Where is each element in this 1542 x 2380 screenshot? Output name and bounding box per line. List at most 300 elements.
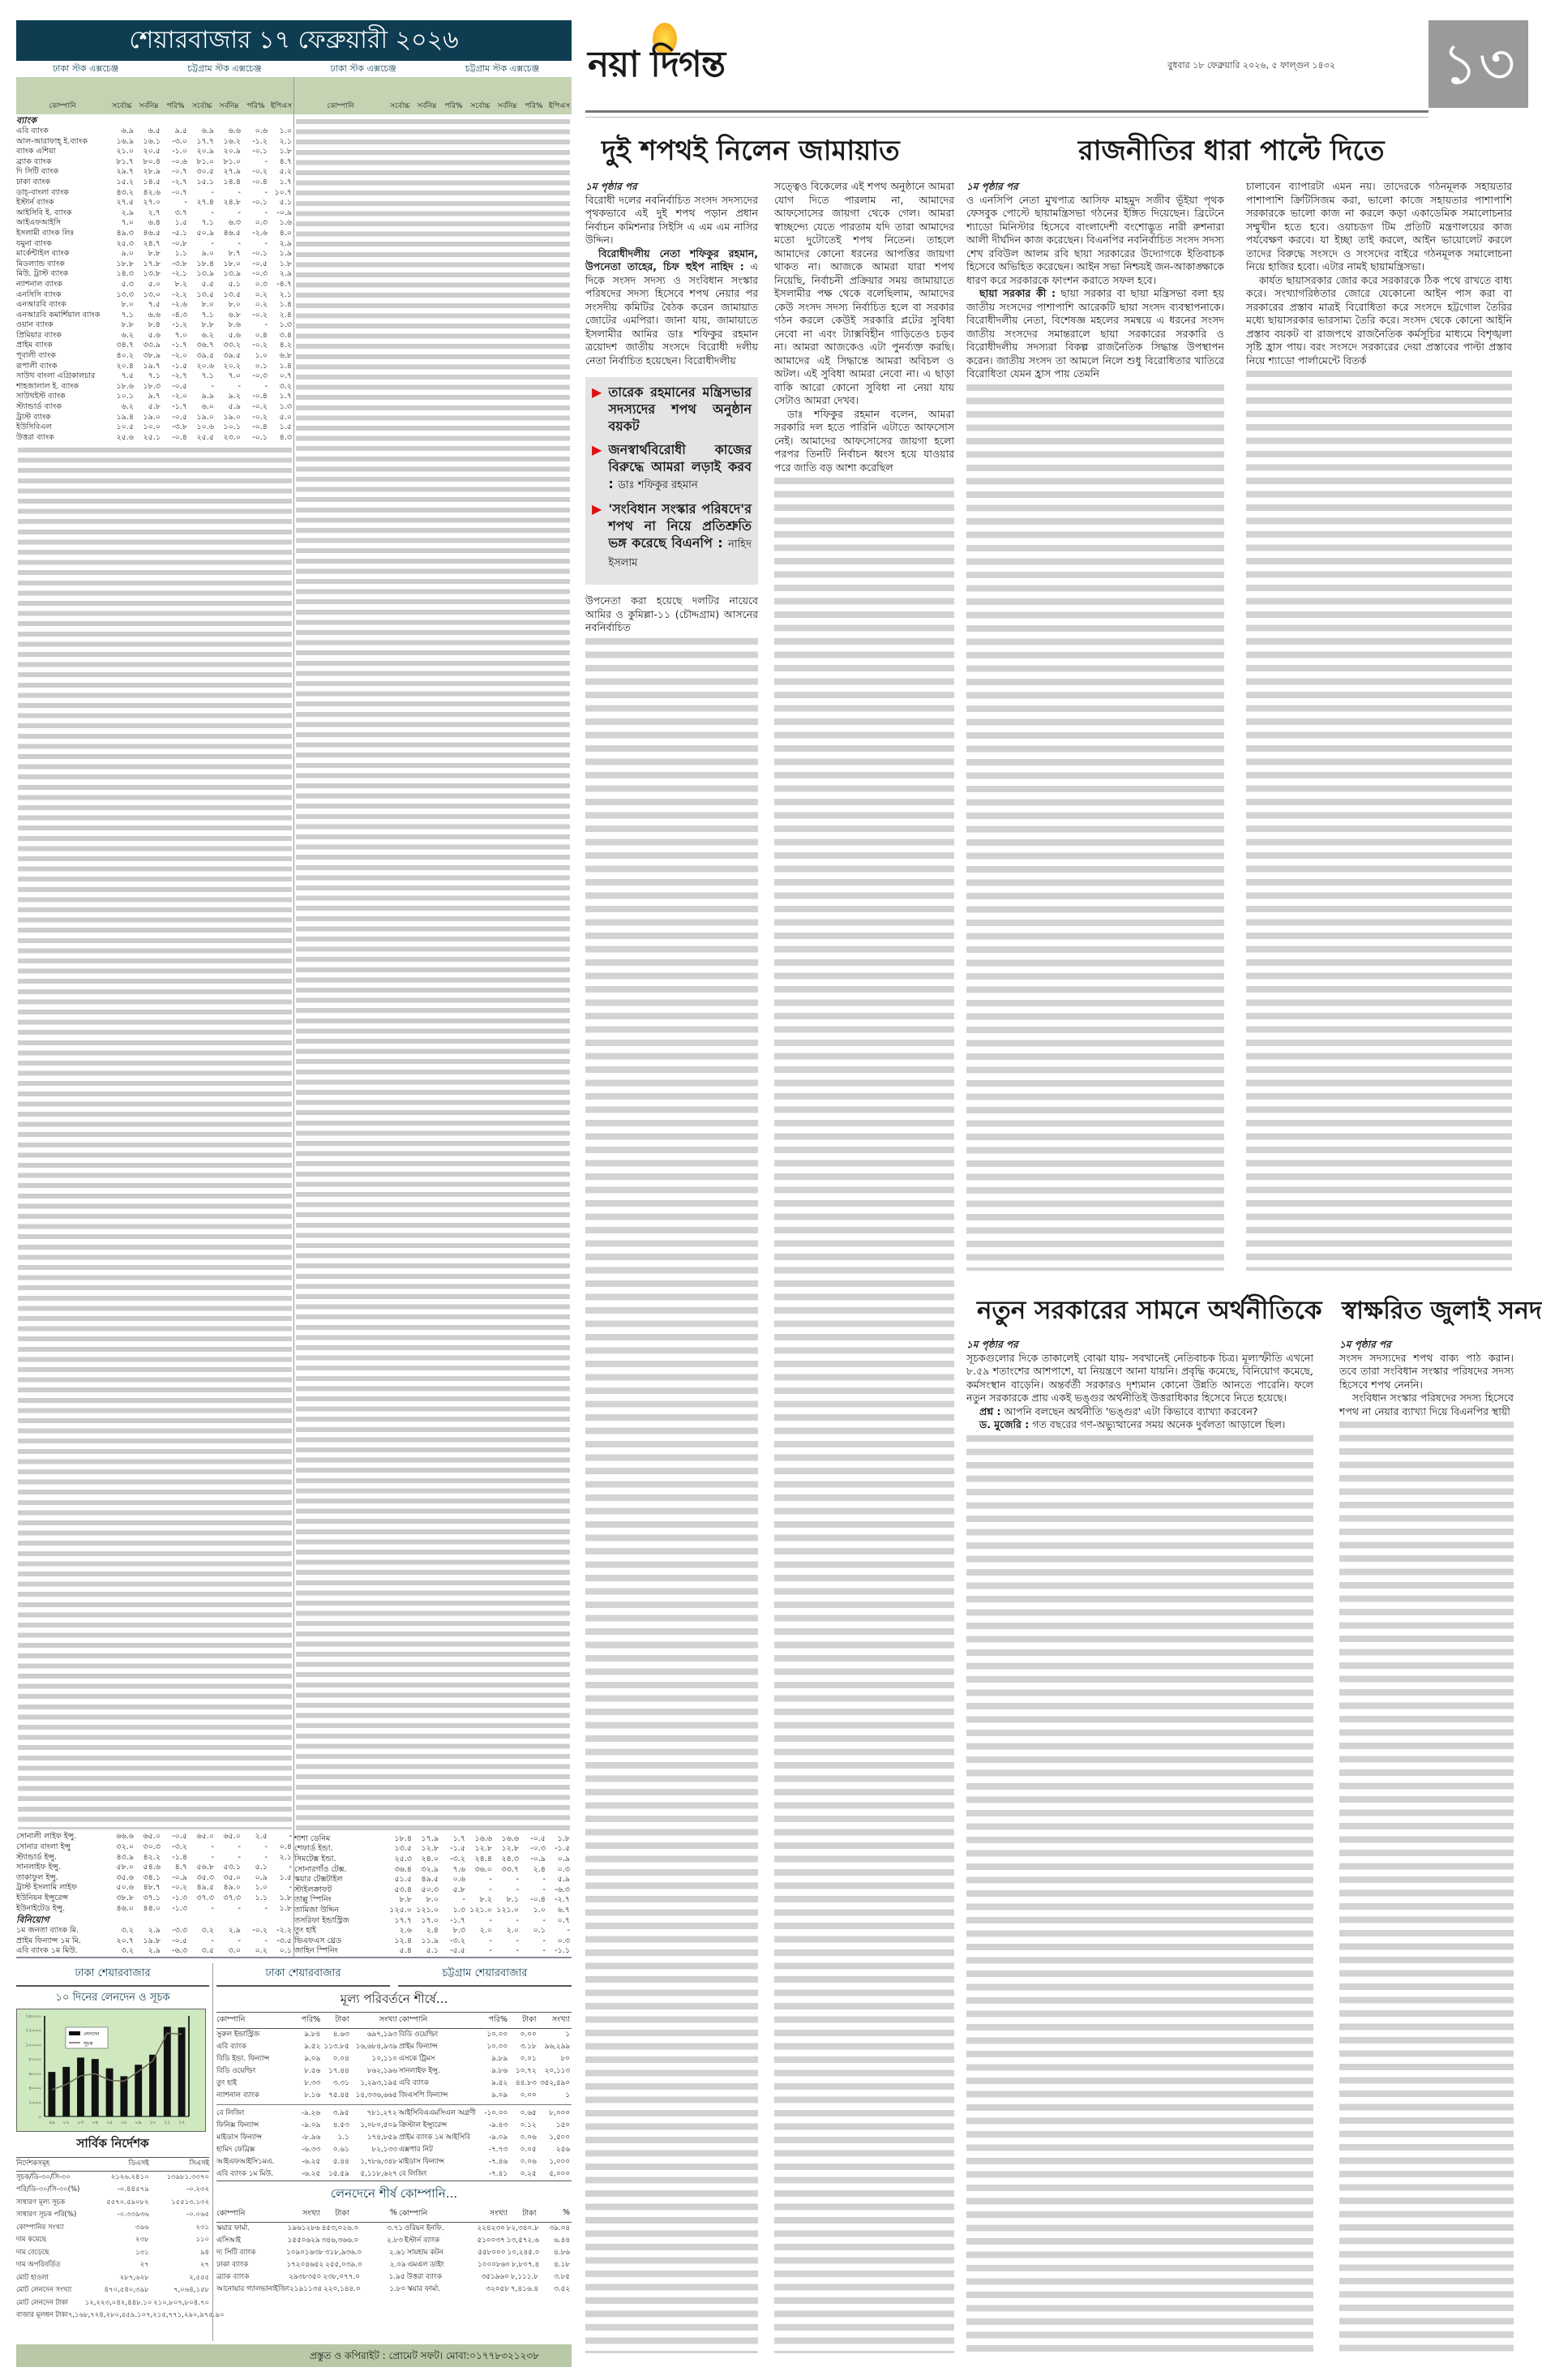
index-col: ডিএসই bbox=[128, 2159, 149, 2168]
stock-value: ১.৬ bbox=[279, 218, 292, 228]
mover-cell: -৯.৪৩ bbox=[488, 2121, 508, 2129]
index-rows bbox=[16, 2172, 225, 2322]
ctg-market-heading: চট্টগ্রাম শেয়ারবাজার bbox=[398, 1963, 572, 1987]
index-cell: মোট লেনদেন টাকা bbox=[16, 2298, 68, 2307]
stock-value: ১.৮ bbox=[279, 147, 292, 157]
stock-row bbox=[16, 371, 293, 382]
stock-value: ৫.১ bbox=[279, 198, 292, 208]
mover-cell: আনোয়ার গ্যালভানাইজিং bbox=[216, 2285, 290, 2293]
stock-value: ৯.২ bbox=[228, 392, 241, 401]
index-cell: ৪৭০,৫৪০,৩৯৮ bbox=[104, 2286, 149, 2294]
stock-row bbox=[16, 1936, 293, 1947]
stock-value: ২.৬ bbox=[399, 1926, 412, 1936]
mover-row bbox=[216, 2259, 572, 2271]
stock-value: ১০.১ bbox=[223, 422, 241, 432]
mover-row bbox=[216, 2029, 572, 2041]
stock-value: -২.২ bbox=[172, 289, 187, 299]
mover-cell: এবি ব্যাংক bbox=[398, 2079, 429, 2087]
stock-value: - bbox=[238, 208, 241, 217]
highlight-text: জনস্বার্থবিরোধী কাজের বিরুদ্ধে আমরা লড়াই করব : bbox=[608, 442, 752, 491]
stock-value: - bbox=[264, 1842, 268, 1852]
gainers-rows bbox=[216, 2029, 572, 2102]
mover-cell: ওরিয়ন ইনফি. bbox=[404, 2224, 444, 2232]
stock-value: ০.৬ bbox=[255, 127, 268, 135]
company-name: সাউথ বাংলা এগ্রিকালচার bbox=[16, 371, 96, 381]
stock-table-left bbox=[16, 77, 294, 1957]
logo-text: নয়া দিগন্ত bbox=[588, 44, 726, 85]
mover-cell: ৩২০৫৮ bbox=[486, 2285, 509, 2293]
stock-value: ৫.১ bbox=[426, 1946, 439, 1956]
column-header: পরি% bbox=[525, 102, 543, 110]
stock-value: ১৪.৩ bbox=[116, 269, 134, 279]
stock-value: ২৫.৫ bbox=[196, 432, 214, 442]
company-name: সাউথইস্ট ব্যাংক bbox=[16, 392, 66, 401]
top-movers-box bbox=[213, 1963, 572, 2341]
column-header: কোম্পানি bbox=[49, 102, 76, 110]
stock-value: ৬.৬ bbox=[148, 310, 161, 319]
company-name: আইএফআইসি bbox=[16, 218, 62, 228]
index-cell: মোট হাওলা bbox=[16, 2273, 49, 2282]
company-name: এনআরবি ব্যাংক bbox=[16, 300, 66, 310]
mover-cell: ৫,১১৮,৬২৭ bbox=[360, 2170, 397, 2178]
mover-cell: ৩.৯৫ bbox=[332, 2109, 349, 2117]
continued-label: ১ম পৃষ্ঠার পর bbox=[585, 181, 637, 192]
stock-value: - bbox=[489, 1885, 492, 1894]
stock-row bbox=[16, 290, 293, 301]
stock-value: ২.১ bbox=[279, 136, 292, 146]
stock-value: ০.৭ bbox=[557, 1915, 570, 1925]
stock-value: ৯.৭ bbox=[148, 392, 161, 401]
stock-value: ২৫.৬ bbox=[116, 432, 134, 442]
company-name: সিমটেক্স ইন্ডা. bbox=[294, 1855, 336, 1864]
index-cell: ২১২৬.২৪১০ bbox=[110, 2172, 149, 2181]
index-cell: ২৩৮ bbox=[135, 2236, 149, 2244]
company-name: ডাচ্-বাংলা ব্যাংক bbox=[16, 187, 69, 197]
stock-value: ৪.২ bbox=[279, 341, 292, 350]
stock-value: ৪৬.০ bbox=[116, 1903, 134, 1913]
turnover-bar bbox=[120, 2076, 127, 2116]
company-name: মিউ. ট্রাস্ট ব্যাংক bbox=[16, 269, 69, 279]
mover-cell: আইসিবিএএমসিএল অগ্রণী bbox=[398, 2109, 476, 2117]
stock-value: ১.৩ bbox=[279, 320, 292, 330]
mover-cell: ১,০০০ bbox=[549, 2158, 570, 2166]
mover-cell: এমএল ডাইং bbox=[407, 2261, 444, 2269]
mover-row bbox=[216, 2090, 572, 2102]
mover-cell: ৮,৮০৭.৪ bbox=[512, 2261, 540, 2269]
stock-value: ৭.১ bbox=[201, 218, 214, 228]
stock-value: ০.২ bbox=[255, 300, 268, 310]
stock-value: ১২.৮ bbox=[501, 1844, 519, 1854]
stock-value: ৩৩.২ bbox=[223, 341, 241, 350]
x-tick-label: ২৯ bbox=[49, 2120, 55, 2125]
stock-value: ১৮.৪ bbox=[394, 1833, 412, 1843]
stock-value: ০.৬ bbox=[452, 1875, 465, 1885]
stock-value: ১৩.০ bbox=[143, 289, 161, 299]
stock-value: -২.০ bbox=[172, 392, 187, 401]
stock-row bbox=[294, 1946, 572, 1957]
stock-value: ৭.১ bbox=[148, 371, 161, 381]
stock-value: ১.০ bbox=[255, 1883, 268, 1893]
stock-value: ৩৫.০ bbox=[223, 1872, 241, 1882]
stock-value: ২১.০ bbox=[116, 147, 134, 157]
company-name: ঢাকা ব্যাংক bbox=[16, 177, 51, 187]
mover-cell: ৯.০৯ bbox=[304, 2055, 321, 2063]
stock-value: -০.১ bbox=[252, 198, 268, 208]
stock-value: ১০.০ bbox=[143, 422, 161, 432]
mover-cell: জিএসপি ফিন্যান্স bbox=[398, 2091, 448, 2099]
stock-value: ১.৮ bbox=[279, 259, 292, 268]
stock-value: ০.৩ bbox=[255, 279, 268, 289]
mover-cell: ৯.৮৬ bbox=[491, 2067, 508, 2075]
article-body-continued bbox=[966, 381, 1224, 1271]
column-header: পরি% bbox=[444, 102, 463, 110]
stock-value: ২৯.৭ bbox=[116, 167, 134, 177]
index-cell: পরি/ডি-৩০/সি-৩০(%) bbox=[16, 2185, 80, 2193]
highlight-item bbox=[592, 500, 752, 572]
stock-value: - bbox=[489, 1946, 492, 1956]
index-row bbox=[16, 2172, 209, 2185]
stock-row bbox=[16, 320, 293, 331]
stock-value: ৫.৮ bbox=[148, 402, 161, 412]
mover-cell: -৭.৪৬ bbox=[488, 2158, 508, 2166]
column-header: টাকা bbox=[335, 2015, 349, 2024]
stock-value: ৬.৮ bbox=[279, 351, 292, 361]
index-cell: দাম অপরিবর্তিত bbox=[16, 2261, 61, 2269]
stock-value: ৮.৮ bbox=[148, 249, 161, 259]
stock-rows-continued bbox=[296, 117, 570, 1832]
column-header: সর্বনিম্ন bbox=[417, 102, 437, 110]
stock-value: - bbox=[238, 187, 241, 197]
mover-cell: বে লিজিং bbox=[398, 2170, 427, 2178]
mover-cell: -৯.০৯ bbox=[488, 2133, 508, 2142]
mover-row bbox=[216, 2132, 572, 2144]
stock-value: -০.৫ bbox=[172, 412, 187, 422]
stock-value: ৫.৯ bbox=[228, 402, 241, 412]
stock-value: -২.৭ bbox=[555, 1895, 570, 1905]
stock-value: ১.৪ bbox=[279, 300, 292, 310]
stock-value: ৮.২ bbox=[174, 279, 187, 289]
stock-value: -০.৫ bbox=[172, 1832, 187, 1842]
stock-value: ৫০.৯ bbox=[196, 228, 214, 238]
mover-row bbox=[216, 2247, 572, 2259]
page-number: ১৩ bbox=[1428, 20, 1528, 108]
column-header: পরি% bbox=[488, 2015, 508, 2024]
index-cell: ৭,১৬৮,৭২৪,২৮০,৫৫৯.১০ bbox=[67, 2311, 147, 2319]
index-cell: দাম কমেছে bbox=[16, 2236, 47, 2244]
mover-cell: -৯.০৯ bbox=[302, 2121, 321, 2129]
column-header: সর্বনিম্ন bbox=[497, 102, 517, 110]
stock-value: ৫৩.১ bbox=[223, 1863, 241, 1872]
company-name: স্টাইলক্রাফট bbox=[294, 1885, 332, 1894]
stock-value: ৪৯.০ bbox=[223, 1883, 241, 1893]
index-row bbox=[16, 2234, 209, 2247]
stock-value: ১২৫.০ bbox=[389, 1906, 412, 1915]
index-row bbox=[16, 2309, 225, 2322]
dhaka-summary-box bbox=[16, 1963, 225, 2341]
stock-value: ৩৯.৫ bbox=[196, 351, 214, 361]
stock-value: -২.৬ bbox=[172, 300, 187, 310]
index-row bbox=[16, 2284, 209, 2297]
stock-value: -৬.৩ bbox=[172, 1946, 187, 1956]
stock-value: ৫.৪ bbox=[399, 1946, 412, 1956]
stock-rows-bottom bbox=[16, 1832, 293, 1957]
column-header: সর্বোচ্চ bbox=[390, 102, 410, 110]
stock-value: ৬৫.০ bbox=[196, 1832, 214, 1842]
mover-cell: ১৭২০৪৬৫২ bbox=[286, 2261, 324, 2269]
stock-value: ৬৫.০ bbox=[223, 1832, 241, 1842]
mover-cell: ৯.০৯ bbox=[491, 2091, 508, 2099]
column-header: কোম্পানি bbox=[398, 2209, 428, 2218]
stock-value: ১.৪ bbox=[279, 361, 292, 371]
stock-value: - bbox=[289, 1863, 292, 1872]
stock-value: -৫.১ bbox=[172, 228, 187, 238]
stock-value: -২.২ bbox=[276, 1926, 292, 1936]
stock-row bbox=[294, 1875, 572, 1885]
stock-value: - bbox=[289, 1883, 292, 1893]
column-header: সর্বোচ্চ bbox=[112, 102, 132, 110]
stock-value: ৩৬.০ bbox=[474, 1864, 492, 1874]
mover-cell: ১৯৬১২৮৬ bbox=[287, 2224, 320, 2232]
stock-value: - bbox=[264, 320, 268, 330]
stock-value: ১.৯ bbox=[279, 249, 292, 259]
mover-cell: ১,৭৮৬,৩৪৮ bbox=[360, 2158, 397, 2166]
stock-value: -২.৭ bbox=[172, 371, 187, 381]
dse-label: ঢাকা স্টক এক্সচেঞ্জ bbox=[330, 63, 396, 74]
mover-cell: ৮.৫৬ bbox=[304, 2067, 321, 2075]
column-header: পরি% bbox=[246, 102, 265, 110]
stock-value: ২০.৯ bbox=[223, 147, 241, 157]
stock-value: ৮.১ bbox=[506, 1895, 519, 1905]
stock-value: ১.৭ bbox=[452, 1833, 465, 1843]
company-name: ওয়ান ব্যাংক bbox=[16, 320, 54, 330]
stock-value: ১৩.৫ bbox=[196, 289, 214, 299]
stock-value: -০.৪ bbox=[252, 392, 268, 401]
stock-value: ৩.৭ bbox=[174, 208, 187, 217]
stock-value: ৩৩.৭ bbox=[501, 1864, 519, 1874]
stock-row bbox=[16, 300, 293, 311]
mover-cell: ২৫৫,০৩৯.০ bbox=[325, 2261, 362, 2269]
mover-cell: ৩৫২,৫৯০ bbox=[539, 2079, 570, 2087]
company-name: আইসিবি ই. ব্যাংক bbox=[16, 208, 72, 217]
y-tick-label: ০ bbox=[38, 2114, 41, 2120]
stock-value: ৪.৭ bbox=[174, 1863, 187, 1872]
stock-value: -৪.৭ bbox=[276, 279, 292, 289]
stock-value: ৩৮.৮ bbox=[116, 1893, 134, 1903]
stock-value: - bbox=[542, 1915, 546, 1925]
company-name: ইস্টার্ন ব্যাংক bbox=[16, 198, 54, 208]
stock-value: ৫.০ bbox=[279, 412, 292, 422]
turnover-bar bbox=[62, 2067, 70, 2116]
stock-value: ৪২.৬ bbox=[143, 187, 161, 197]
mover-cell: স্কয়ার ফার্মা. bbox=[216, 2224, 250, 2232]
stock-value: - bbox=[289, 1832, 292, 1842]
mover-cell: ব্র্যাক ব্যাংক bbox=[216, 2273, 250, 2281]
turnover-header bbox=[216, 2206, 572, 2223]
mover-cell: ঢাকা ব্যাংক bbox=[216, 2261, 248, 2269]
stock-row bbox=[16, 229, 293, 239]
y-tick-label: ২০০০ bbox=[28, 2099, 41, 2106]
y-tick-label: ৮০০০ bbox=[28, 2056, 41, 2063]
stock-row bbox=[16, 331, 293, 341]
stock-value: - bbox=[516, 1885, 519, 1894]
continued-label: ১ম পৃষ্ঠার পর bbox=[966, 181, 1018, 192]
legend-label: লেনদেন bbox=[84, 2031, 100, 2037]
stock-row bbox=[16, 422, 293, 433]
stock-value: ১২.৮ bbox=[474, 1844, 492, 1854]
stock-value: ৭.০ bbox=[228, 371, 241, 381]
column-header: ইপিএস bbox=[270, 102, 293, 110]
stock-value: ৭.১ bbox=[121, 310, 134, 319]
mover-cell: এসিআই bbox=[216, 2236, 241, 2245]
highlights-box bbox=[585, 377, 758, 585]
stock-value: ১৩.৯ bbox=[223, 269, 241, 279]
stock-value: -২.০ bbox=[172, 351, 187, 361]
stock-value: -০.৪ bbox=[172, 432, 187, 442]
index-cell: ৭,০৬৪,১৫৮ bbox=[173, 2286, 209, 2294]
company-name: প্রাইম ব্যাংক bbox=[16, 341, 53, 350]
stock-table-header bbox=[294, 77, 572, 114]
column-header: সংখ্যা bbox=[551, 2015, 570, 2024]
stock-value: ১০.১ bbox=[116, 392, 134, 401]
stock-value: ২৫.৩ bbox=[116, 238, 134, 248]
stock-copyright: প্রস্তুত ও কপিরাইট : প্রোমেট সফট। মোবা:০১৭৭৮৩২১২৩৮ bbox=[16, 2344, 572, 2367]
red-triangle-icon: ▶ bbox=[592, 442, 602, 457]
stock-value: ১৫.২ bbox=[116, 177, 134, 187]
mover-cell: সুরুল ইন্ডাস্ট্রিজ bbox=[216, 2031, 260, 2039]
mover-cell: ১,০৮০,৫০৯ bbox=[360, 2121, 397, 2129]
mover-row bbox=[216, 2108, 572, 2120]
stock-value: ৮.০ bbox=[426, 1895, 439, 1905]
stock-value: -৩.৫ bbox=[276, 1936, 292, 1945]
mover-cell: ১৭.৪৪ bbox=[328, 2067, 349, 2075]
stock-value: ৩২.৯ bbox=[421, 1864, 439, 1874]
stock-row bbox=[294, 1834, 572, 1845]
sector-heading: বিনিয়োগ bbox=[16, 1915, 49, 1926]
stock-value: ৯.০ bbox=[201, 249, 214, 259]
stock-value: -১.১ bbox=[555, 1946, 570, 1956]
stock-value: ৭.০ bbox=[121, 218, 134, 228]
mover-row bbox=[216, 2041, 572, 2053]
mover-cell: ৩.৭১ bbox=[386, 2224, 403, 2232]
index-cell: ২৭ bbox=[199, 2261, 209, 2269]
turnover-bar bbox=[164, 2026, 171, 2116]
mover-cell: ৯.৮৯ bbox=[491, 2055, 508, 2063]
stock-value: -০.৯ bbox=[276, 208, 292, 217]
red-triangle-icon: ▶ bbox=[592, 384, 602, 400]
mover-cell: ৪৪.৮৩ bbox=[515, 2079, 537, 2087]
stock-value: ১২১.০ bbox=[469, 1906, 492, 1915]
mover-cell: ১০.০০ bbox=[486, 2031, 508, 2039]
stock-value: ০.৩ bbox=[557, 1864, 570, 1874]
stock-value: -১.৫ bbox=[555, 1844, 570, 1854]
mover-cell: ৮,১১১.৮ bbox=[510, 2273, 538, 2281]
mover-cell: ০.৬১ bbox=[332, 2146, 349, 2154]
mover-cell: ৩৪৬,৩৬৬.০ bbox=[321, 2236, 359, 2245]
mover-cell: ২০,১১৩ bbox=[544, 2067, 570, 2075]
mover-row bbox=[216, 2168, 572, 2181]
index-cell: ১২,২২৩,০৪২,৪৪৮.১০ bbox=[84, 2298, 152, 2307]
column-header: পরি% bbox=[166, 102, 185, 110]
stock-value: ২.৯ bbox=[121, 208, 134, 217]
stock-value: -০.৪ bbox=[252, 177, 268, 187]
stock-value: ১০.৭ bbox=[274, 187, 292, 197]
index-cell: ১৫৫১৩.১৩২ bbox=[171, 2198, 209, 2206]
stock-value: -০.৮ bbox=[172, 238, 187, 248]
stock-value: ০.৯ bbox=[557, 1855, 570, 1864]
mover-cell: ৫১০০৩৭ bbox=[477, 2236, 505, 2245]
stock-value: ৩৭.১ bbox=[143, 1893, 161, 1903]
column-header: % bbox=[389, 2208, 397, 2217]
x-tick-label: ১১ bbox=[164, 2120, 171, 2125]
market-summary bbox=[16, 1963, 572, 2341]
stock-value: ২৪.৩ bbox=[501, 1855, 519, 1864]
newspaper-logo[interactable] bbox=[588, 23, 823, 88]
stock-value: - bbox=[264, 187, 268, 197]
mover-cell: ১৪,৩৩৬,৬৬৫ bbox=[355, 2091, 397, 2099]
stock-value: ৮.৮ bbox=[201, 320, 214, 330]
paragraph: চালাবেন ব্যাপারটা এমন নয়। তাদেরকে গঠনমূলক সহায়তার পাশাপাশি ক্রিটিসিজম করা, ভালো কাজে সহায়তার পাশাপাশি সরকারকে ভালো কাজ না করলে কড়া একাডেমিক সমালোচনার সম্মুখীন হতে হবে। ওয়াচডগ টিম প্রতিটি মন্ত্রণালয়ের কাজ পর্যবেক্ষণ করবে। যা ইচ্ছা তাই করলে, আইন ভায়োলেট করলে তাদের বিরুদ্ধে সংসদে ও সংসদের বাইরে গঠনমূলক সমালোচনা নিয়ে হাজির হবো। এটার নামই ছায়ামন্ত্রিসভা। bbox=[1246, 180, 1512, 272]
y-tick-label: ১২০০০ bbox=[25, 2027, 41, 2034]
stock-value: ১.৮ bbox=[557, 1833, 570, 1843]
stock-value: ৩.৪ bbox=[279, 330, 292, 340]
stock-value: ৪.৭ bbox=[279, 157, 292, 166]
stock-row bbox=[16, 382, 293, 392]
stock-value: ২০.৪ bbox=[116, 361, 134, 371]
stock-value: -৩.৮ bbox=[172, 422, 187, 432]
mover-cell: ১,২৯৩,১৯৫ bbox=[360, 2079, 397, 2087]
mover-cell: ০.০০ bbox=[520, 2091, 537, 2099]
stock-value: -৩.২ bbox=[450, 1855, 465, 1864]
mover-cell: ৮.৩৩ bbox=[304, 2079, 321, 2087]
stock-value: ৩.০ bbox=[228, 1946, 241, 1956]
stock-value: ৩০.৩ bbox=[143, 1842, 161, 1852]
stock-value: ২৪.৪ bbox=[474, 1855, 492, 1864]
column-header: সংখ্যা bbox=[489, 2209, 508, 2218]
stock-value: ১৬.৯ bbox=[116, 136, 134, 146]
stock-value: ৫.৬ bbox=[228, 330, 241, 340]
stock-value: ২.৪ bbox=[426, 1926, 439, 1936]
paragraph bbox=[585, 247, 758, 368]
stock-value: ৮.৮ bbox=[121, 320, 134, 330]
stock-row bbox=[16, 127, 293, 137]
mover-cell: -৭.৪১ bbox=[488, 2170, 508, 2178]
stock-value: ২০.৭ bbox=[116, 1936, 134, 1945]
index-cell: ১৩৯৮১.৩৩৭০ bbox=[166, 2172, 209, 2181]
stock-value: ৫.৬ bbox=[148, 330, 161, 340]
article-politics-col1 bbox=[966, 180, 1224, 1271]
stock-value: - bbox=[264, 1903, 268, 1913]
stock-value: ০.৩ bbox=[557, 1936, 570, 1945]
stock-value: ২৭.৪ bbox=[196, 198, 214, 208]
mover-row bbox=[216, 2156, 572, 2168]
mover-cell: ২৩৮,০৭৭.০ bbox=[323, 2273, 360, 2281]
stock-value: ১.১ bbox=[174, 249, 187, 259]
mover-cell: মাইডাস ফিন্যান্স bbox=[398, 2158, 444, 2166]
stock-value: -১.৭ bbox=[172, 402, 187, 412]
stock-value: - bbox=[238, 1936, 241, 1945]
stock-value: -০.২ bbox=[172, 1883, 187, 1893]
index-row bbox=[16, 2297, 209, 2310]
divider bbox=[216, 2104, 572, 2105]
stock-value: ৬.৩ bbox=[228, 218, 241, 228]
stock-value: -১.৫ bbox=[450, 1844, 465, 1854]
stock-value: ৬.৯ bbox=[201, 127, 214, 135]
stock-value: ৩৩.৯ bbox=[143, 341, 161, 350]
stock-value: ২.৯ bbox=[279, 238, 292, 248]
stock-row bbox=[16, 178, 293, 188]
company-name: ট্রাস্ট ইসলামি লাইফ bbox=[16, 1883, 77, 1893]
mover-cell: ০.০৫ bbox=[520, 2146, 537, 2154]
